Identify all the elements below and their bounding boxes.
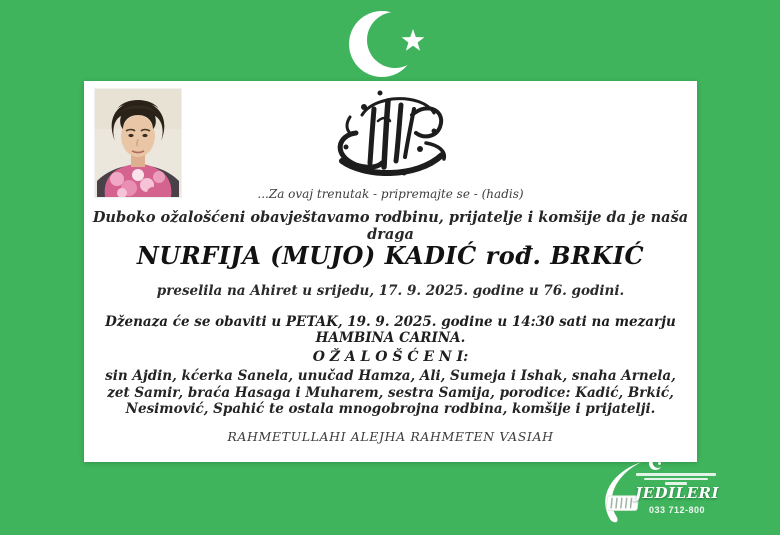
- mourners-text: sin Ajdin, kćerka Sanela, unučad Hamza, Ali, Sumeja i Ishak, snaha Arnela, zet Samir, braća Hasaga i Muharem, sestra Samija, porodice: Kadić, Brkić, Nesimović, Spahić te ostala mnogobrojna rodbina, komšije i prijatelji.: [105, 368, 676, 418]
- death-line: preselila na Ahiret u srijedu, 17. 9. 2025. godine u 76. godini.: [156, 283, 625, 299]
- arabic-calligraphy: [316, 87, 466, 187]
- deceased-name: NURFIJA (MUJO) KADIĆ rođ. BRKIĆ: [136, 241, 645, 270]
- intro-line: Duboko ožalošćeni obavještavamo rodbinu, prijatelje i komšije da je naša draga: [92, 209, 689, 243]
- funeral-company-logo: [596, 456, 732, 528]
- logo-crescent-icon: [648, 456, 664, 471]
- company-phone: 033 712-800: [648, 505, 706, 515]
- calligraphy-caption: ...Za ovaj trenutak - pripremajte se - (hadis): [257, 187, 524, 201]
- deceased-portrait-photo: [95, 89, 181, 197]
- closing-prayer: RAHMETULLAHI ALEJHA RAHMETEN VASIAH: [227, 429, 554, 444]
- obituary-card: [84, 81, 697, 462]
- mourners-heading: O Ž A L O Š Ć E N I:: [312, 349, 469, 365]
- crescent-and-star-icon: [345, 3, 435, 83]
- funeral-line: Dženaza će se obaviti u PETAK, 19. 9. 2025. godine u 14:30 sati na mezarju HAMBINA CARINA.: [105, 314, 676, 346]
- company-name: JEDILERI: [634, 484, 720, 502]
